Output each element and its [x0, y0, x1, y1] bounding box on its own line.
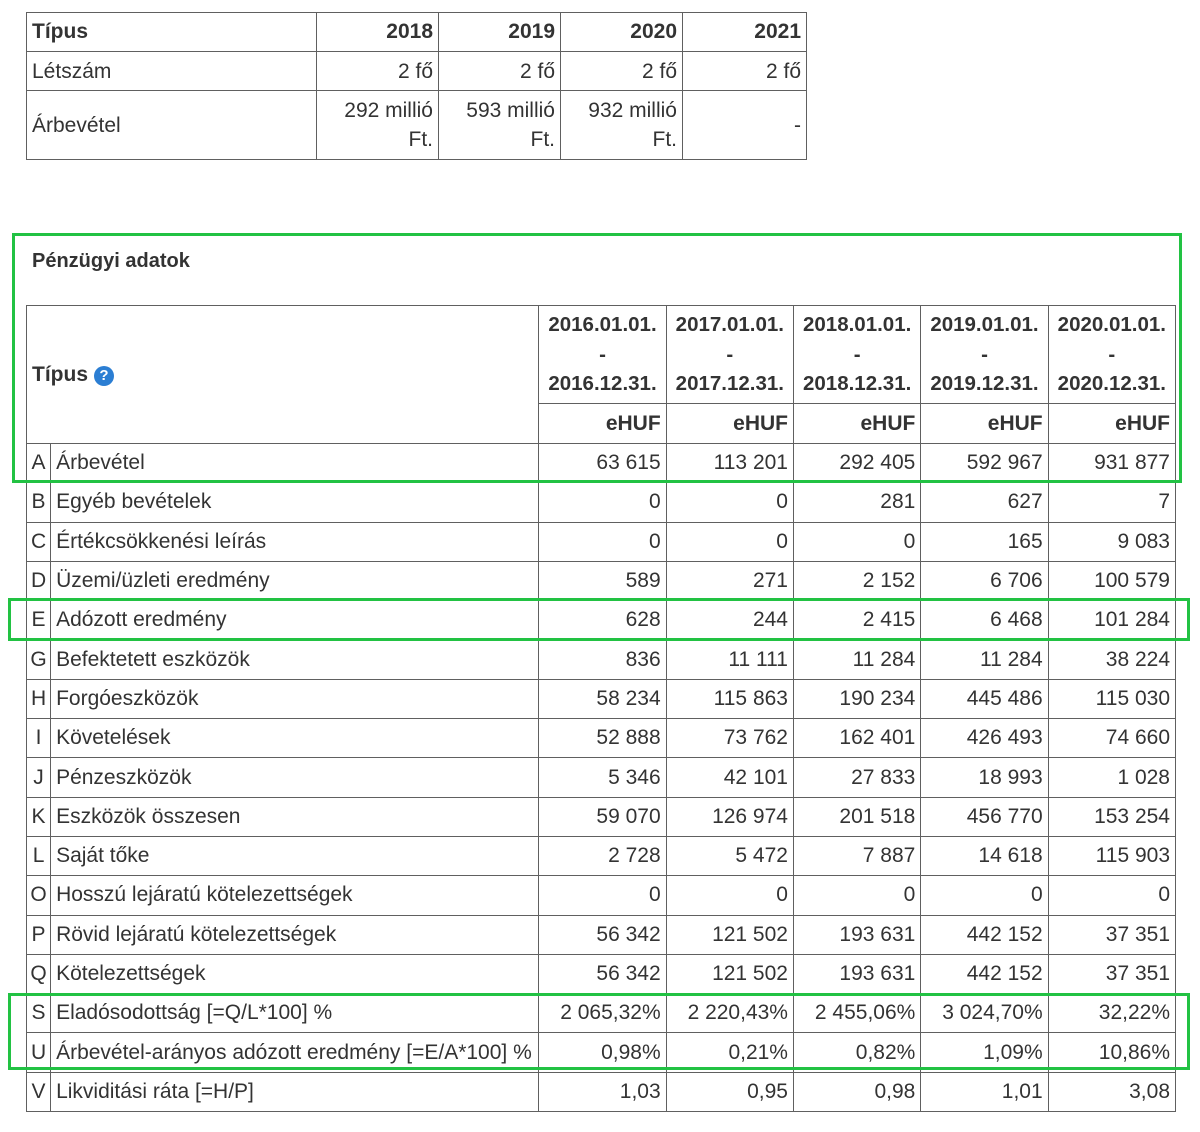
- period-end: 2020.12.31.: [1057, 372, 1166, 396]
- cell-value: 836: [539, 640, 666, 679]
- row-letter: G: [27, 640, 51, 679]
- row-letter: P: [27, 915, 51, 954]
- table-row: [27, 679, 1176, 718]
- row-letter: L: [27, 836, 51, 875]
- row-letter: B: [27, 483, 51, 522]
- table-row: [27, 876, 1176, 915]
- cell-value: 271: [666, 561, 793, 600]
- cell-value: 2 220,43%: [666, 994, 793, 1033]
- row-letter: I: [27, 719, 51, 758]
- row-label: Saját tőke: [51, 836, 539, 875]
- cell-value: 592 967: [921, 444, 1048, 483]
- cell-value: 0: [793, 876, 920, 915]
- cell-value: 0: [539, 522, 666, 561]
- cell-value: 121 502: [666, 954, 793, 993]
- cell-value: 445 486: [921, 679, 1048, 718]
- column-header-2020: 2020: [561, 13, 683, 52]
- period-sep: -: [1108, 342, 1116, 366]
- cell-value: 190 234: [793, 679, 920, 718]
- period-sep: -: [726, 342, 734, 366]
- row-label: Befektetett eszközök: [51, 640, 539, 679]
- column-header-tipus: [27, 306, 539, 444]
- table-header-row: [27, 13, 807, 52]
- table-row: [27, 1072, 1176, 1111]
- row-letter: V: [27, 1072, 51, 1111]
- row-label: Árbevétel: [51, 444, 539, 483]
- cell-value: 27 833: [793, 758, 920, 797]
- cell-value: 2 fő: [439, 52, 561, 91]
- period-sep: -: [599, 342, 606, 366]
- period-start: 2019.01.01.: [930, 313, 1039, 337]
- cell-value: 5 472: [666, 836, 793, 875]
- period-sep: -: [981, 342, 988, 366]
- table-row: [27, 1033, 1176, 1072]
- row-letter: S: [27, 994, 51, 1033]
- cell-value: 292 millió Ft.: [317, 91, 439, 160]
- table-row: [27, 444, 1176, 483]
- cell-value: 0: [539, 483, 666, 522]
- cell-value: 58 234: [539, 679, 666, 718]
- cell-value: 9 083: [1048, 522, 1175, 561]
- cell-value: 126 974: [666, 797, 793, 836]
- row-label: Forgóeszközök: [51, 679, 539, 718]
- tipus-label: Típus: [32, 362, 88, 386]
- cell-value: 2 fő: [561, 52, 683, 91]
- cell-value: 1,09%: [921, 1033, 1048, 1072]
- row-label: Egyéb bevételek: [51, 483, 539, 522]
- cell-value: 121 502: [666, 915, 793, 954]
- cell-value: 0: [539, 876, 666, 915]
- row-label: Létszám: [27, 52, 317, 91]
- cell-value: 113 201: [666, 444, 793, 483]
- cell-value: 2 065,32%: [539, 994, 666, 1033]
- cell-value: 11 111: [666, 640, 793, 679]
- table-row: [27, 561, 1176, 600]
- cell-value: 59 070: [539, 797, 666, 836]
- cell-value: 5 346: [539, 758, 666, 797]
- row-label: Hosszú lejáratú kötelezettségek: [51, 876, 539, 915]
- cell-value: 2 152: [793, 561, 920, 600]
- cell-value: 153 254: [1048, 797, 1175, 836]
- column-header-unit: eHUF: [666, 404, 793, 444]
- cell-value: 37 351: [1048, 954, 1175, 993]
- column-header-unit: eHUF: [539, 404, 666, 444]
- table-row: [27, 954, 1176, 993]
- column-header-period: [666, 306, 793, 404]
- row-letter: H: [27, 679, 51, 718]
- cell-value: 7: [1048, 483, 1175, 522]
- table-row: [27, 836, 1176, 875]
- table-row: [27, 758, 1176, 797]
- table-row: [27, 994, 1176, 1033]
- cell-value: 1 028: [1048, 758, 1175, 797]
- period-start: 2016.01.01.: [548, 313, 657, 337]
- cell-value: 37 351: [1048, 915, 1175, 954]
- cell-value: 2 fő: [683, 52, 807, 91]
- cell-value: 52 888: [539, 719, 666, 758]
- row-letter: Q: [27, 954, 51, 993]
- cell-value: 931 877: [1048, 444, 1175, 483]
- cell-value: 244: [666, 601, 793, 640]
- column-header-period: [1048, 306, 1175, 404]
- cell-value: 162 401: [793, 719, 920, 758]
- cell-value: 201 518: [793, 797, 920, 836]
- table-row: [27, 52, 807, 91]
- employee-revenue-table: [26, 12, 807, 160]
- cell-value: 7 887: [793, 836, 920, 875]
- period-start: 2017.01.01.: [675, 313, 784, 337]
- row-label: Követelések: [51, 719, 539, 758]
- cell-value: 11 284: [921, 640, 1048, 679]
- row-letter: D: [27, 561, 51, 600]
- period-end: 2017.12.31.: [675, 372, 784, 396]
- row-label: Üzemi/üzleti eredmény: [51, 561, 539, 600]
- cell-value: 932 millió Ft.: [561, 91, 683, 160]
- cell-value: 193 631: [793, 954, 920, 993]
- cell-value: 6 706: [921, 561, 1048, 600]
- table-row: [27, 640, 1176, 679]
- row-label: Rövid lejáratú kötelezettségek: [51, 915, 539, 954]
- cell-value: 628: [539, 601, 666, 640]
- cell-value: 3,08: [1048, 1072, 1175, 1111]
- cell-value: 115 863: [666, 679, 793, 718]
- cell-value: 100 579: [1048, 561, 1175, 600]
- table-row: [27, 601, 1176, 640]
- cell-value: 0,21%: [666, 1033, 793, 1072]
- table-row: [27, 915, 1176, 954]
- row-label: Értékcsökkenési leírás: [51, 522, 539, 561]
- row-label: Árbevétel-arányos adózott eredmény [=E/A*100] %: [51, 1033, 539, 1072]
- cell-value: 281: [793, 483, 920, 522]
- cell-value: 593 millió Ft.: [439, 91, 561, 160]
- cell-value: 2 455,06%: [793, 994, 920, 1033]
- cell-value: 32,22%: [1048, 994, 1175, 1033]
- cell-value: 627: [921, 483, 1048, 522]
- column-header-unit: eHUF: [793, 404, 920, 444]
- period-end: 2018.12.31.: [803, 372, 912, 396]
- column-header-tipus: Típus: [27, 13, 317, 52]
- cell-value: 442 152: [921, 915, 1048, 954]
- cell-value: 2 728: [539, 836, 666, 875]
- cell-value: 0,82%: [793, 1033, 920, 1072]
- row-letter: O: [27, 876, 51, 915]
- column-header-2021: 2021: [683, 13, 807, 52]
- cell-value: 38 224: [1048, 640, 1175, 679]
- cell-value: 6 468: [921, 601, 1048, 640]
- period-header-row: [27, 306, 1176, 404]
- cell-value: 0: [921, 876, 1048, 915]
- cell-value: 63 615: [539, 444, 666, 483]
- period-start: 2020.01.01.: [1057, 313, 1166, 337]
- cell-value: 74 660: [1048, 719, 1175, 758]
- column-header-unit: eHUF: [921, 404, 1048, 444]
- row-label: Eszközök összesen: [51, 797, 539, 836]
- table-row: [27, 797, 1176, 836]
- cell-value: 456 770: [921, 797, 1048, 836]
- cell-value: 0,98: [793, 1072, 920, 1111]
- cell-value: 14 618: [921, 836, 1048, 875]
- period-start: 2018.01.01.: [803, 313, 912, 337]
- cell-value: 1,01: [921, 1072, 1048, 1111]
- cell-value: 73 762: [666, 719, 793, 758]
- table-row: [27, 483, 1176, 522]
- cell-value: 115 903: [1048, 836, 1175, 875]
- cell-value: 18 993: [921, 758, 1048, 797]
- cell-value: -: [683, 91, 807, 160]
- column-header-unit: eHUF: [1048, 404, 1175, 444]
- cell-value: 101 284: [1048, 601, 1175, 640]
- cell-value: 193 631: [793, 915, 920, 954]
- row-letter: K: [27, 797, 51, 836]
- section-title: Pénzügyi adatok: [32, 250, 190, 272]
- period-sep: -: [853, 342, 861, 366]
- row-label: Likviditási ráta [=H/P]: [51, 1072, 539, 1111]
- row-letter: U: [27, 1033, 51, 1072]
- cell-value: 442 152: [921, 954, 1048, 993]
- cell-value: 165: [921, 522, 1048, 561]
- column-header-2018: 2018: [317, 13, 439, 52]
- column-header-period: [539, 306, 666, 404]
- table-row: [27, 522, 1176, 561]
- column-header-period: [921, 306, 1048, 404]
- help-icon[interactable]: ?: [94, 366, 114, 386]
- cell-value: 292 405: [793, 444, 920, 483]
- cell-value: 426 493: [921, 719, 1048, 758]
- table-row: [27, 719, 1176, 758]
- row-letter: J: [27, 758, 51, 797]
- column-header-period: [793, 306, 920, 404]
- column-header-2019: 2019: [439, 13, 561, 52]
- table-row: [27, 91, 807, 160]
- row-label: Adózott eredmény: [51, 601, 539, 640]
- cell-value: 2 415: [793, 601, 920, 640]
- row-letter: C: [27, 522, 51, 561]
- row-label: Eladósodottság [=Q/L*100] %: [51, 994, 539, 1033]
- period-end: 2019.12.31.: [930, 372, 1039, 396]
- row-label: Pénzeszközök: [51, 758, 539, 797]
- cell-value: 11 284: [793, 640, 920, 679]
- cell-value: 3 024,70%: [921, 994, 1048, 1033]
- cell-value: 56 342: [539, 915, 666, 954]
- cell-value: 2 fő: [317, 52, 439, 91]
- row-label: Kötelezettségek: [51, 954, 539, 993]
- row-label: Árbevétel: [27, 91, 317, 160]
- cell-value: 56 342: [539, 954, 666, 993]
- cell-value: 589: [539, 561, 666, 600]
- cell-value: 10,86%: [1048, 1033, 1175, 1072]
- row-letter: A: [27, 444, 51, 483]
- cell-value: 0,95: [666, 1072, 793, 1111]
- cell-value: 42 101: [666, 758, 793, 797]
- cell-value: 0: [666, 522, 793, 561]
- cell-value: 0: [666, 876, 793, 915]
- cell-value: 0: [666, 483, 793, 522]
- cell-value: 0,98%: [539, 1033, 666, 1072]
- period-end: 2016.12.31.: [548, 372, 657, 396]
- row-letter: E: [27, 601, 51, 640]
- cell-value: 115 030: [1048, 679, 1175, 718]
- cell-value: 0: [1048, 876, 1175, 915]
- cell-value: 1,03: [539, 1072, 666, 1111]
- financial-data-table: [26, 305, 1176, 1112]
- cell-value: 0: [793, 522, 920, 561]
